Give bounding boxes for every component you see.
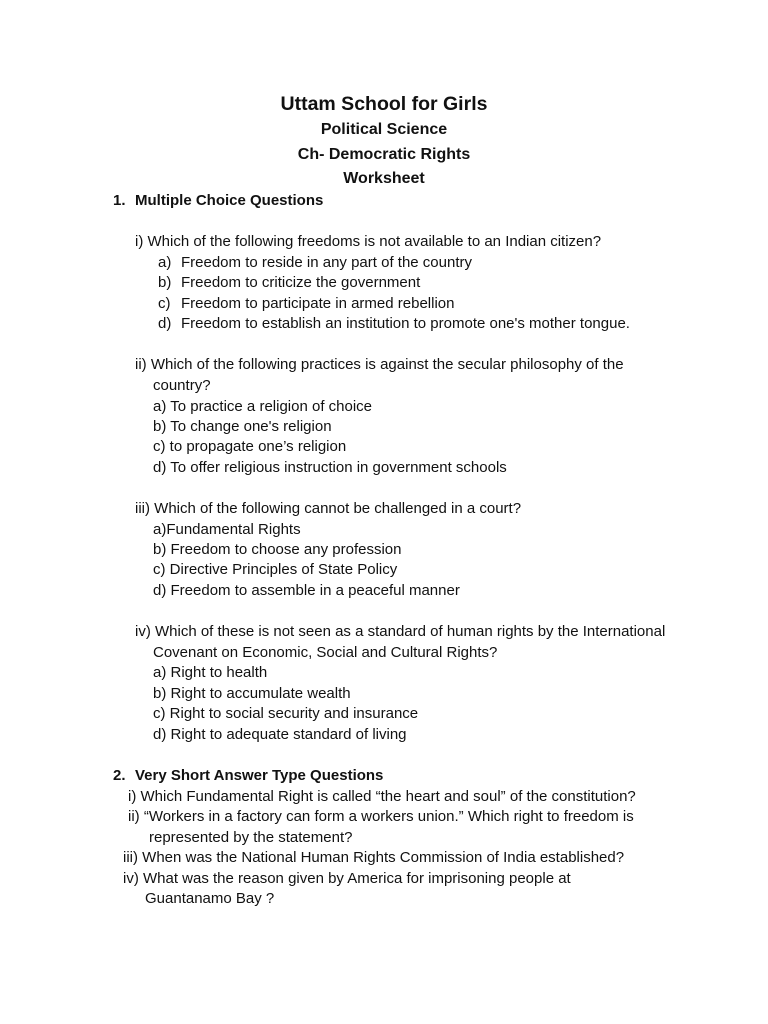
mcq-3-question: iii) Which of the following cannot be challenged in a court? <box>135 500 522 517</box>
mcq-2-question-line1: ii) Which of the following practices is against the secular philosophy of the <box>135 356 624 373</box>
mcq-1-question: i) Which of the following freedoms is not available to an Indian citizen? <box>135 233 602 250</box>
vsa-2-question-line1: ii) “Workers in a factory can form a workers union.” Which right to freedom is <box>128 808 634 825</box>
option-text: Freedom to reside in any part of the country <box>181 254 472 271</box>
mcq-2-option-d: d) To offer religious instruction in government schools <box>153 459 507 476</box>
mcq-1-option-b <box>158 274 420 292</box>
mcq-4-option-a: a) Right to health <box>153 664 268 681</box>
vsa-2-question-line2: represented by the statement? <box>149 829 353 846</box>
mcq-2-option-a: a) To practice a religion of choice <box>153 398 373 415</box>
option-text: Freedom to participate in armed rebellion <box>181 295 455 312</box>
option-text: Freedom to establish an institution to promote one's mother tongue. <box>181 315 630 332</box>
mcq-1-option-c <box>158 295 454 313</box>
worksheet-label: Worksheet <box>343 170 425 187</box>
option-text: Freedom to criticize the government <box>181 274 421 291</box>
subject-title: Political Science <box>320 121 448 138</box>
vsa-4-question-line1: iv) What was the reason given by America for imprisoning people at <box>123 870 571 887</box>
option-marker: c) <box>158 295 171 312</box>
option-marker: a) <box>158 254 172 271</box>
mcq-3-option-c: c) Directive Principles of State Policy <box>153 561 398 578</box>
mcq-4-question-line1: iv) Which of these is not seen as a standard of human rights by the International <box>135 623 666 640</box>
mcq-3-option-a: a)Fundamental Rights <box>153 521 301 538</box>
mcq-3-option-b: b) Freedom to choose any profession <box>153 541 402 558</box>
mcq-4-option-c: c) Right to social security and insurance <box>153 705 419 722</box>
mcq-2-option-c: c) to propagate one’s religion <box>153 438 347 455</box>
section-2-heading <box>113 767 383 784</box>
vsa-1-question: i) Which Fundamental Right is called “the heart and soul” of the constitution? <box>128 788 636 805</box>
section-2-number: 2. <box>113 767 126 784</box>
option-marker: d) <box>158 315 172 332</box>
mcq-4-option-d: d) Right to adequate standard of living <box>153 726 407 743</box>
mcq-1-option-d <box>158 315 630 333</box>
mcq-2-question-line2: country? <box>153 377 211 394</box>
mcq-2-option-b: b) To change one's religion <box>153 418 332 435</box>
chapter-title: Ch- Democratic Rights <box>297 146 471 163</box>
vsa-4-question-line2: Guantanamo Bay ? <box>145 890 275 907</box>
option-marker: b) <box>158 274 172 291</box>
school-name: Uttam School for Girls <box>280 93 488 115</box>
vsa-3-question: iii) When was the National Human Rights Commission of India established? <box>123 849 625 866</box>
section-1-number: 1. <box>113 192 126 209</box>
mcq-4-question-line2: Covenant on Economic, Social and Cultural Rights? <box>153 644 498 661</box>
section-1-heading <box>113 192 323 209</box>
mcq-3-option-d: d) Freedom to assemble in a peaceful manner <box>153 582 460 599</box>
mcq-4-option-b: b) Right to accumulate wealth <box>153 685 351 702</box>
section-1-title: Multiple Choice Questions <box>135 192 324 209</box>
section-2-title: Very Short Answer Type Questions <box>135 767 384 784</box>
mcq-1-option-a <box>158 254 472 272</box>
